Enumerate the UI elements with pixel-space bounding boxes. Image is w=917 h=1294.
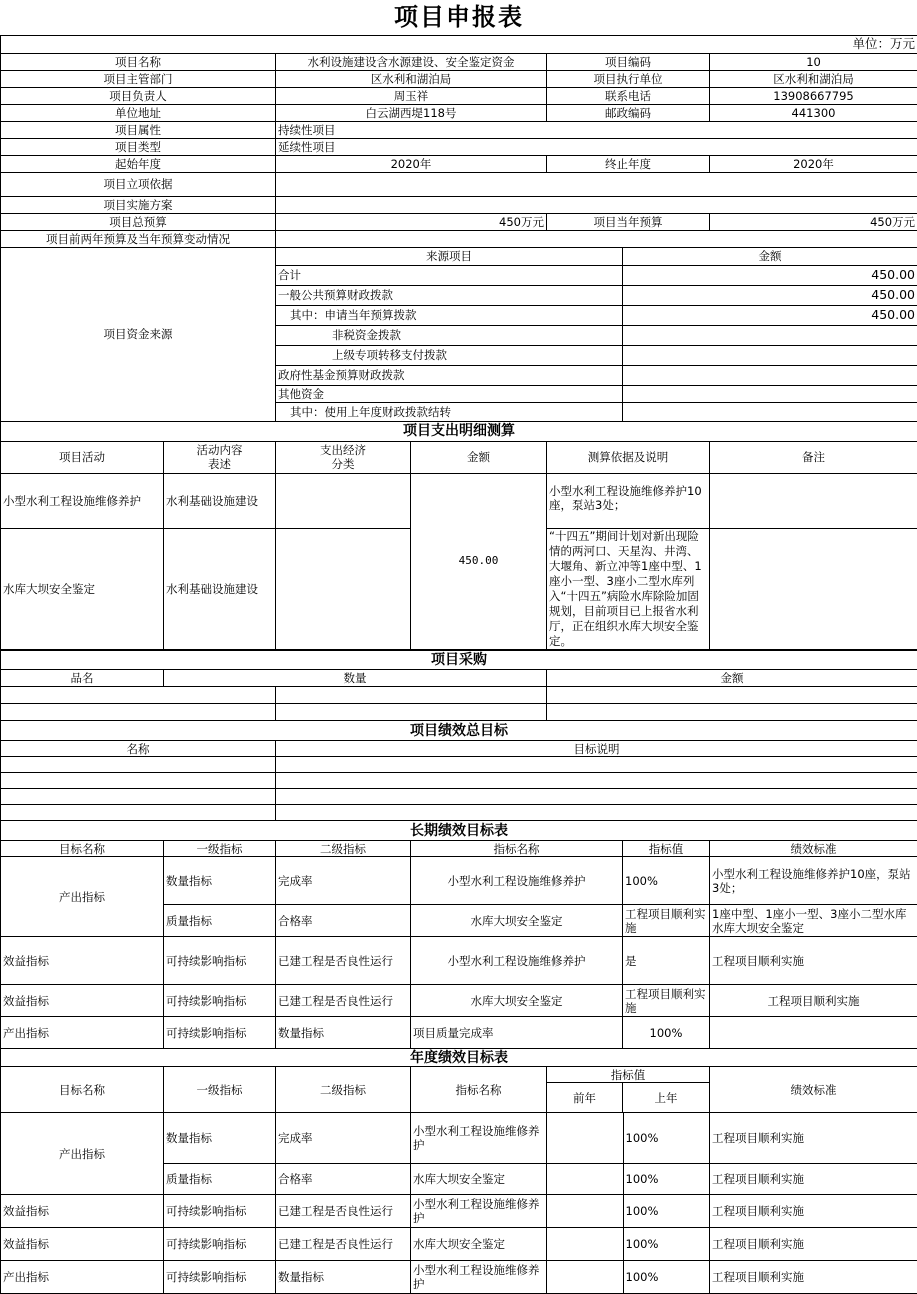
expense-activity: 水库大坝安全鉴定	[1, 528, 164, 650]
annual-target: 产出指标	[1, 1113, 164, 1195]
longterm-lv1: 可持续影响指标	[164, 985, 276, 1017]
expense-header-note: 备注	[710, 441, 917, 473]
purchase-header-amount: 金额	[547, 670, 917, 687]
expense-econ	[276, 473, 411, 528]
annual-current: 100%	[624, 1164, 709, 1194]
goal-row-desc	[276, 757, 917, 773]
value-address: 白云湖西堤118号	[276, 104, 547, 121]
value-basis	[276, 172, 917, 196]
longterm-lv1: 可持续影响指标	[164, 937, 276, 985]
longterm-lv2: 合格率	[276, 905, 411, 937]
purchase-header-qty: 数量	[164, 670, 547, 687]
annual-standard: 工程项目顺利实施	[710, 1261, 917, 1294]
annual-prev2	[547, 1195, 624, 1227]
longterm-standard	[710, 1017, 917, 1049]
goal-row-desc	[276, 805, 917, 821]
longterm-value: 100%	[623, 857, 710, 905]
expense-amount: 450.00	[411, 473, 547, 650]
funding-header-source: 来源项目	[276, 247, 623, 265]
funding-header-amount: 金额	[623, 247, 917, 265]
value-attr: 持续性项目	[276, 121, 917, 138]
annual-lv1: 可持续影响指标	[164, 1195, 276, 1228]
purchase-row-qty	[276, 704, 547, 721]
longterm-lv1: 数量指标	[164, 857, 276, 905]
annual-header-lv2: 二级指标	[276, 1067, 411, 1113]
expense-header-econ: 支出经济 分类	[276, 441, 411, 473]
annual-values	[547, 1113, 710, 1164]
label-funding-source: 项目资金来源	[1, 247, 276, 421]
annual-target: 效益指标	[1, 1195, 164, 1228]
funding-row-amount	[623, 365, 917, 385]
expense-header-amount: 金额	[411, 441, 547, 473]
annual-indicator: 小型水利工程设施维修养护	[411, 1195, 547, 1228]
value-current-budget: 450万元	[710, 213, 917, 230]
purchase-row-amount	[547, 687, 917, 704]
longterm-lv2: 完成率	[276, 857, 411, 905]
longterm-header-value: 指标值	[623, 841, 710, 857]
label-plan: 项目实施方案	[1, 196, 276, 213]
page-title: 项目申报表	[1, 0, 917, 35]
value-end-year: 2020年	[710, 155, 917, 172]
goal-row-name	[1, 805, 276, 821]
longterm-indicator: 小型水利工程设施维修养护	[411, 857, 623, 905]
annual-standard: 工程项目顺利实施	[710, 1113, 917, 1164]
longterm-header-target: 目标名称	[1, 841, 164, 857]
label-total-budget: 项目总预算	[1, 213, 276, 230]
label-leader: 项目负责人	[1, 87, 276, 104]
longterm-value: 是	[623, 937, 710, 985]
value-dept: 区水利和湖泊局	[276, 70, 547, 87]
value-plan	[276, 196, 917, 213]
longterm-value: 工程项目顺利实施	[623, 985, 710, 1017]
expense-header-basis: 测算依据及说明	[547, 441, 710, 473]
funding-row-amount: 450.00	[623, 285, 917, 305]
longterm-indicator: 水库大坝安全鉴定	[411, 905, 623, 937]
value-start-year: 2020年	[276, 155, 547, 172]
longterm-standard: 工程项目顺利实施	[710, 937, 917, 985]
funding-row-name: 一般公共预算财政拨款	[276, 285, 623, 305]
section-title-annual: 年度绩效目标表	[1, 1049, 917, 1067]
annual-values	[547, 1261, 710, 1294]
annual-header-lv1: 一级指标	[164, 1067, 276, 1113]
annual-header-prev: 上年	[623, 1083, 710, 1113]
label-phone: 联系电话	[547, 87, 710, 104]
longterm-indicator: 项目质量完成率	[411, 1017, 623, 1049]
purchase-row-name	[1, 704, 276, 721]
annual-standard: 工程项目顺利实施	[710, 1164, 917, 1195]
value-total-budget: 450万元	[276, 213, 547, 230]
expense-header-content: 活动内容 表述	[164, 441, 276, 473]
funding-row-amount	[623, 402, 917, 421]
section-title-purchase: 项目采购	[1, 650, 917, 670]
funding-row-name: 其他资金	[276, 385, 623, 402]
longterm-lv1: 可持续影响指标	[164, 1017, 276, 1049]
annual-lv2: 数量指标	[276, 1261, 411, 1294]
goal-row-desc	[276, 789, 917, 805]
longterm-target: 效益指标	[1, 985, 164, 1017]
label-address: 单位地址	[1, 104, 276, 121]
longterm-value: 100%	[623, 1017, 710, 1049]
label-zip: 邮政编码	[547, 104, 710, 121]
expense-activity: 小型水利工程设施维修养护	[1, 473, 164, 528]
funding-row-name: 非税资金拨款	[276, 325, 623, 345]
funding-row-amount	[623, 345, 917, 365]
annual-header-prev2: 前年	[547, 1083, 623, 1113]
longterm-indicator: 小型水利工程设施维修养护	[411, 937, 623, 985]
expense-basis: 小型水利工程设施维修养护10座，泵站3处；	[547, 473, 710, 528]
value-budget-change	[276, 230, 917, 247]
longterm-target: 效益指标	[1, 937, 164, 985]
label-current-budget: 项目当年预算	[547, 213, 710, 230]
expense-note	[710, 473, 917, 528]
goal-row-name	[1, 773, 276, 789]
funding-row-name: 合计	[276, 265, 623, 285]
label-basis: 项目立项依据	[1, 172, 276, 196]
label-attr: 项目属性	[1, 121, 276, 138]
label-type: 项目类型	[1, 138, 276, 155]
expense-econ	[276, 528, 411, 650]
annual-values	[547, 1164, 710, 1195]
goal-header-desc: 目标说明	[276, 741, 917, 757]
goal-header-name: 名称	[1, 741, 276, 757]
annual-standard: 工程项目顺利实施	[710, 1195, 917, 1228]
annual-current: 100%	[624, 1261, 709, 1293]
annual-header-value: 指标值	[547, 1067, 710, 1083]
section-title-expense: 项目支出明细测算	[1, 421, 917, 441]
annual-header-standard: 绩效标准	[710, 1067, 917, 1113]
label-start-year: 起始年度	[1, 155, 276, 172]
funding-row-amount: 450.00	[623, 305, 917, 325]
goal-row-name	[1, 757, 276, 773]
purchase-row-qty	[276, 687, 547, 704]
annual-values	[547, 1195, 710, 1228]
longterm-target: 产出指标	[1, 1017, 164, 1049]
value-type: 延续性项目	[276, 138, 917, 155]
longterm-header-lv2: 二级指标	[276, 841, 411, 857]
funding-row-name: 其中：申请当年预算拨款	[276, 305, 623, 325]
label-dept: 项目主管部门	[1, 70, 276, 87]
funding-row-amount: 450.00	[623, 265, 917, 285]
annual-indicator: 小型水利工程设施维修养护	[411, 1113, 547, 1164]
annual-prev2	[547, 1113, 624, 1163]
annual-lv1: 可持续影响指标	[164, 1228, 276, 1261]
goal-row-desc	[276, 773, 917, 789]
longterm-lv1: 质量指标	[164, 905, 276, 937]
annual-indicator: 水库大坝安全鉴定	[411, 1228, 547, 1261]
annual-current: 100%	[624, 1195, 709, 1227]
purchase-header-name: 品名	[1, 670, 164, 687]
annual-indicator: 小型水利工程设施维修养护	[411, 1261, 547, 1294]
label-project-name: 项目名称	[1, 53, 276, 70]
value-phone: 13908667795	[710, 87, 917, 104]
value-exec: 区水利和湖泊局	[710, 70, 917, 87]
purchase-row-amount	[547, 704, 917, 721]
value-leader: 周玉祥	[276, 87, 547, 104]
value-zip: 441300	[710, 104, 917, 121]
annual-target: 产出指标	[1, 1261, 164, 1294]
annual-lv2: 合格率	[276, 1164, 411, 1195]
purchase-row-name	[1, 687, 276, 704]
label-project-code: 项目编码	[547, 53, 710, 70]
funding-row-name: 政府性基金预算财政拨款	[276, 365, 623, 385]
longterm-header-standard: 绩效标准	[710, 841, 917, 857]
annual-target: 效益指标	[1, 1228, 164, 1261]
annual-values	[547, 1228, 710, 1261]
funding-row-name: 上级专项转移支付拨款	[276, 345, 623, 365]
value-project-code: 10	[710, 53, 917, 70]
annual-current: 100%	[624, 1228, 709, 1260]
longterm-lv2: 已建工程是否良性运行	[276, 985, 411, 1017]
longterm-value: 工程项目顺利实施	[623, 905, 710, 937]
expense-note	[710, 528, 917, 650]
funding-row-amount	[623, 325, 917, 345]
annual-lv2: 完成率	[276, 1113, 411, 1164]
funding-row-amount	[623, 385, 917, 402]
annual-lv2: 已建工程是否良性运行	[276, 1195, 411, 1228]
value-project-name: 水利设施建设含水源建设、安全鉴定资金	[276, 53, 547, 70]
annual-header-indicator: 指标名称	[411, 1067, 547, 1113]
longterm-header-indicator: 指标名称	[411, 841, 623, 857]
annual-lv1: 可持续影响指标	[164, 1261, 276, 1294]
section-title-goal: 项目绩效总目标	[1, 721, 917, 741]
longterm-indicator: 水库大坝安全鉴定	[411, 985, 623, 1017]
longterm-header-lv1: 一级指标	[164, 841, 276, 857]
label-end-year: 终止年度	[547, 155, 710, 172]
annual-standard: 工程项目顺利实施	[710, 1228, 917, 1261]
annual-lv1: 质量指标	[164, 1164, 276, 1195]
section-title-longterm: 长期绩效目标表	[1, 821, 917, 841]
funding-row-name: 其中：使用上年度财政拨款结转	[276, 402, 623, 421]
unit-label: 单位：万元	[1, 35, 917, 53]
longterm-standard: 1座中型、1座小一型、3座小二型水库水库大坝安全鉴定	[710, 905, 917, 937]
annual-prev2	[547, 1261, 624, 1293]
annual-lv2: 已建工程是否良性运行	[276, 1228, 411, 1261]
label-exec: 项目执行单位	[547, 70, 710, 87]
label-budget-change: 项目前两年预算及当年预算变动情况	[1, 230, 276, 247]
annual-indicator: 水库大坝安全鉴定	[411, 1164, 547, 1195]
longterm-lv2: 数量指标	[276, 1017, 411, 1049]
annual-prev2	[547, 1228, 624, 1260]
expense-content: 水利基础设施建设	[164, 473, 276, 528]
expense-basis: “十四五”期间计划对新出现险情的两河口、天星沟、井湾、大堰角、新立冲等1座中型、1座小一型、3座小二型水库列入“十四五”病险水库除险加固规划，目前项目已上报省水利厅，正在组织水库大坝安全鉴定。	[547, 528, 710, 650]
annual-lv1: 数量指标	[164, 1113, 276, 1164]
longterm-target: 产出指标	[1, 857, 164, 937]
longterm-lv2: 已建工程是否良性运行	[276, 937, 411, 985]
annual-current: 100%	[624, 1113, 709, 1163]
annual-prev2	[547, 1164, 624, 1194]
longterm-standard: 小型水利工程设施维修养护10座，泵站3处；	[710, 857, 917, 905]
expense-content: 水利基础设施建设	[164, 528, 276, 650]
longterm-standard: 工程项目顺利实施	[710, 985, 917, 1017]
goal-row-name	[1, 789, 276, 805]
annual-header-target: 目标名称	[1, 1067, 164, 1113]
expense-header-activity: 项目活动	[1, 441, 164, 473]
